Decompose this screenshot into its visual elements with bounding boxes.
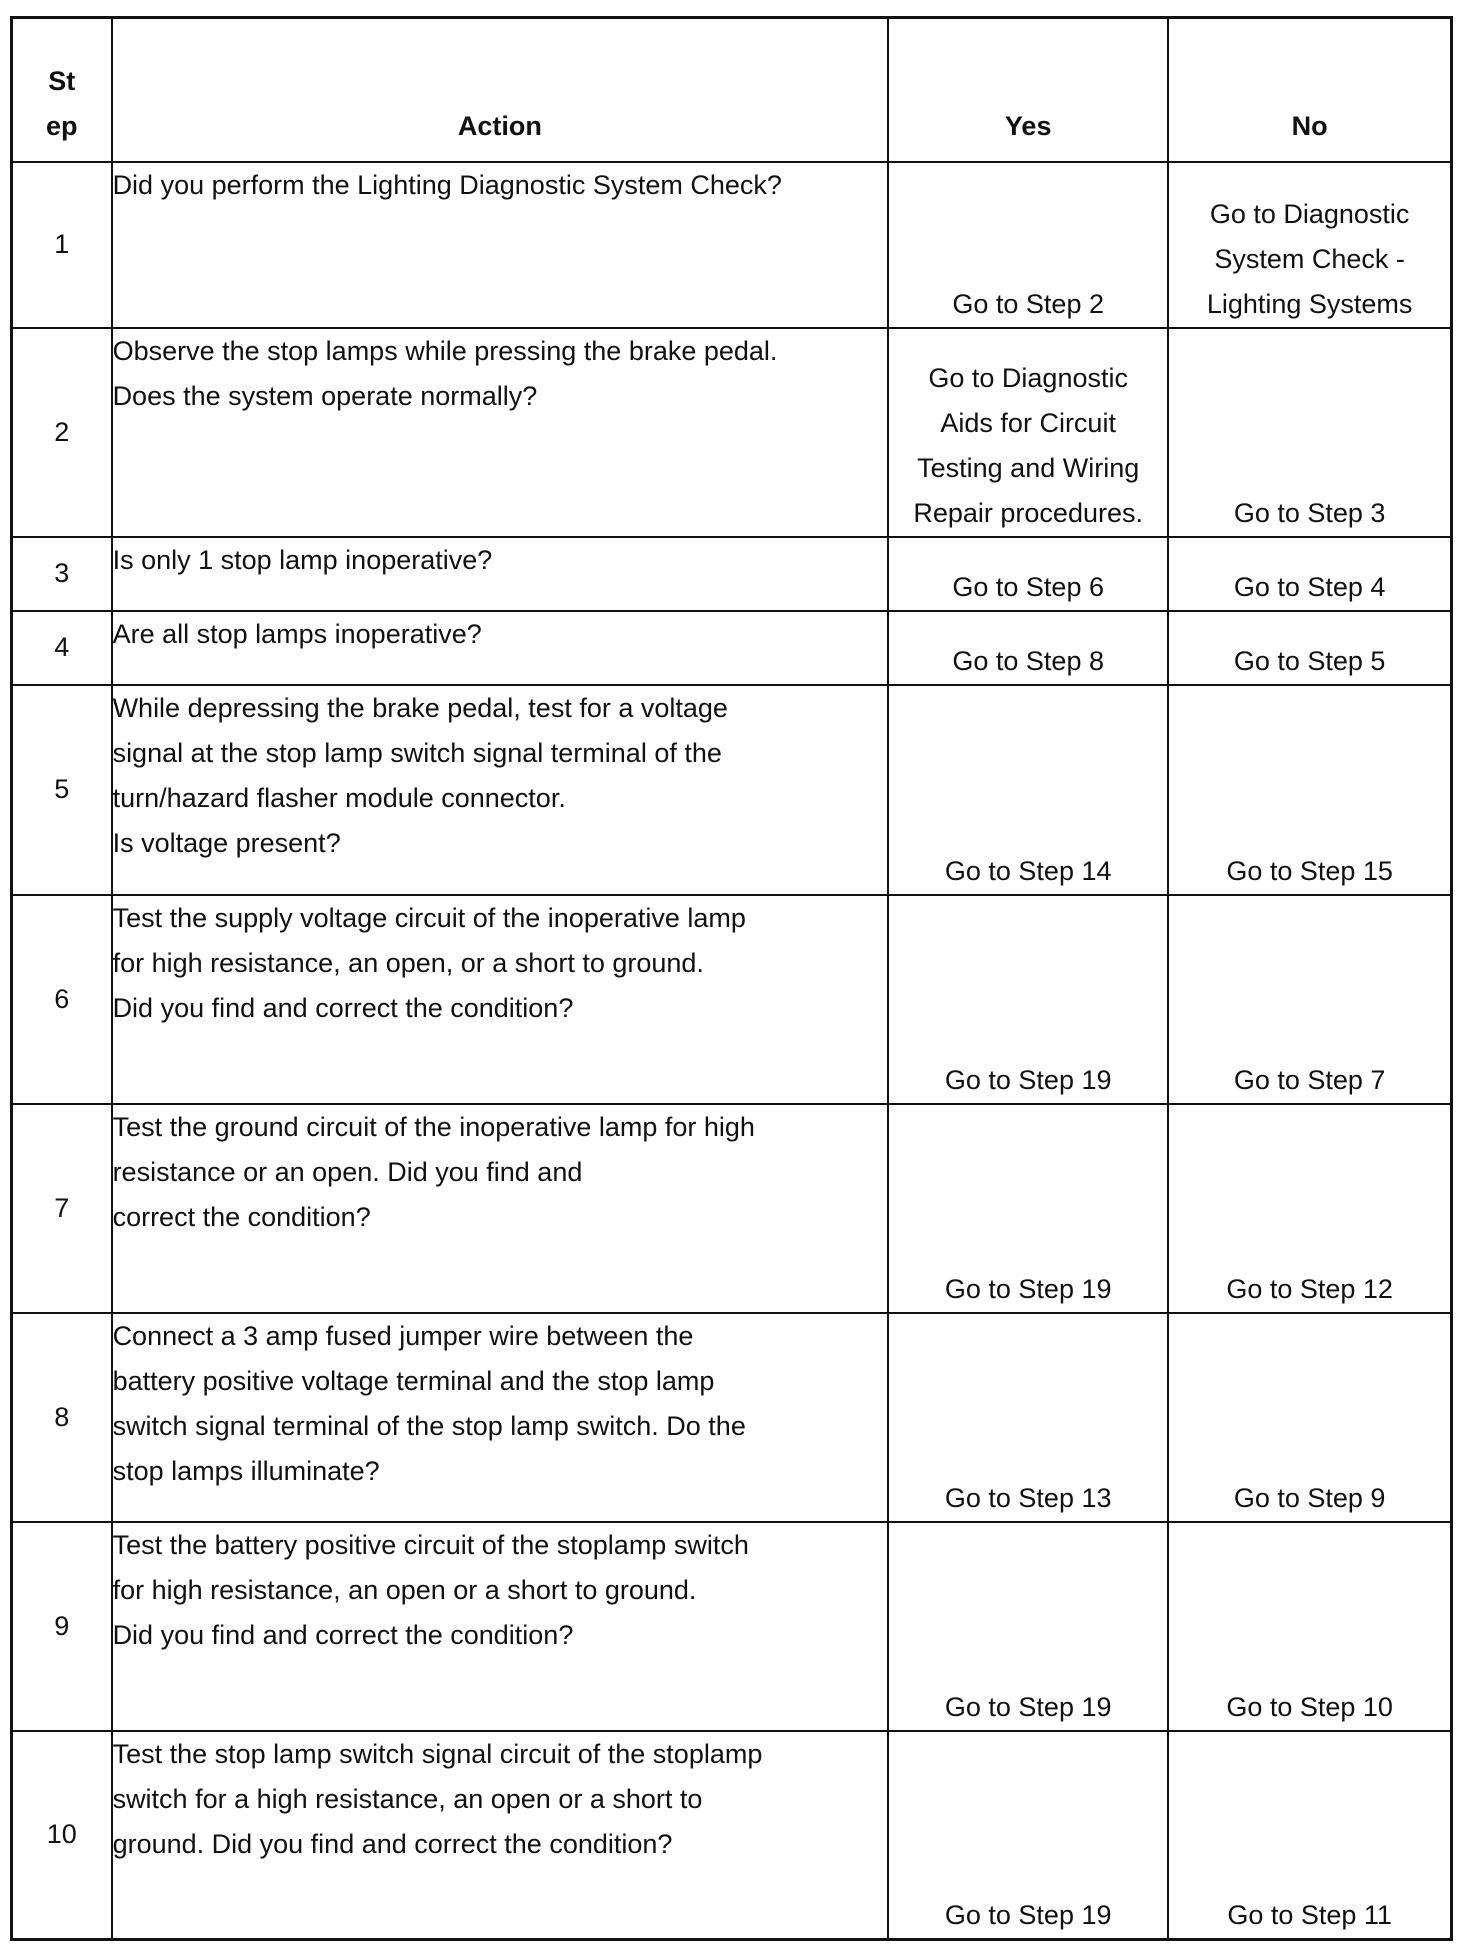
yes-result — [888, 537, 1168, 611]
yes-result — [888, 328, 1168, 537]
action-text-line: correct the condition? — [112, 1201, 371, 1232]
no-result — [1168, 1313, 1451, 1522]
yes-result — [888, 895, 1168, 1104]
no-result-line: Go to Step 9 — [1233, 1482, 1386, 1513]
table-row — [12, 1731, 1452, 1940]
yes-result — [888, 685, 1168, 895]
action-text-line: Test the supply voltage circuit of the inoperative lamp — [112, 902, 746, 933]
action-text — [112, 1104, 889, 1313]
no-result-line: Go to Diagnostic — [1209, 198, 1410, 229]
action-text-line: resistance or an open. Did you find and — [112, 1156, 583, 1187]
yes-result-line: Go to Step 19 — [944, 1900, 1112, 1930]
yes-result-line: Go to Step 14 — [944, 855, 1112, 886]
action-text-line: Observe the stop lamps while pressing the brake pedal. — [112, 335, 778, 366]
table-row — [12, 162, 1452, 328]
table-row — [12, 1104, 1452, 1313]
table-row — [12, 611, 1452, 685]
table-row — [12, 685, 1452, 895]
yes-result-line: Aids for Circuit — [940, 407, 1116, 438]
yes-result — [888, 1522, 1168, 1731]
yes-result-line: Testing and Wiring — [917, 452, 1140, 483]
table-row — [12, 537, 1452, 611]
no-result — [1168, 685, 1451, 895]
action-text-line: for high resistance, an open or a short to ground. — [112, 1574, 697, 1605]
no-result-line: Go to Step 11 — [1227, 1900, 1392, 1930]
no-result-line: Go to Step 7 — [1233, 1064, 1386, 1095]
yes-result — [888, 162, 1168, 328]
action-text-line: While depressing the brake pedal, test for a voltage — [112, 692, 728, 723]
action-text-line: Test the stop lamp switch signal circuit of the stoplamp — [112, 1738, 763, 1769]
yes-result-line: Go to Step 19 — [944, 1273, 1112, 1304]
no-result-line: Go to Step 4 — [1233, 571, 1386, 602]
step-number: 5 — [12, 685, 112, 895]
action-text-line: Test the ground circuit of the inoperative lamp for high — [112, 1111, 755, 1142]
step-number: 6 — [12, 895, 112, 1104]
action-text-line: Does the system operate normally? — [112, 380, 538, 411]
table-body — [12, 162, 1452, 1940]
no-result-line: Go to Step 10 — [1226, 1691, 1393, 1722]
yes-column-header: Yes — [888, 18, 1168, 162]
no-result-line: Go to Step 12 — [1226, 1273, 1393, 1304]
step-number: 3 — [12, 537, 112, 611]
action-text-line: switch for a high resistance, an open or a short to — [112, 1783, 703, 1814]
action-text-line: stop lamps illuminate? — [112, 1455, 380, 1486]
action-text — [112, 895, 889, 1104]
action-text-line: Test the battery positive circuit of the stoplamp switch — [112, 1529, 749, 1560]
yes-result-line: Go to Step 19 — [944, 1064, 1112, 1095]
diagnostic-table — [10, 16, 1453, 1941]
no-result — [1168, 1522, 1451, 1731]
action-text-line: Connect a 3 amp fused jumper wire between the — [112, 1320, 694, 1351]
action-text — [112, 162, 889, 328]
step-number: 4 — [12, 611, 112, 685]
step-number: 2 — [12, 328, 112, 537]
no-result — [1168, 895, 1451, 1104]
no-result-line: Go to Step 15 — [1226, 855, 1393, 886]
no-result — [1168, 611, 1451, 685]
yes-result-line: Go to Diagnostic — [928, 362, 1128, 393]
header-row — [12, 18, 1452, 162]
yes-result-line: Go to Step 6 — [952, 571, 1104, 602]
action-text — [112, 1731, 889, 1940]
action-text-line: for high resistance, an open, or a short to ground. — [112, 947, 704, 978]
action-text-line: Did you find and correct the condition? — [112, 992, 574, 1023]
no-result — [1168, 1731, 1451, 1940]
yes-result-line: Repair procedures. — [913, 497, 1143, 528]
step-column-header: St ep — [12, 18, 112, 162]
no-result-line: Go to Step 5 — [1233, 645, 1386, 676]
action-text-line: Did you find and correct the condition? — [112, 1619, 574, 1650]
no-result — [1168, 537, 1451, 611]
action-text — [112, 1313, 889, 1522]
yes-result — [888, 1313, 1168, 1522]
yes-result-line: Go to Step 2 — [952, 288, 1104, 319]
table-row — [12, 895, 1452, 1104]
action-text — [112, 537, 889, 611]
action-text-line: Are all stop lamps inoperative? — [112, 618, 482, 649]
no-result — [1168, 1104, 1451, 1313]
step-number: 1 — [12, 162, 112, 328]
no-result-line: Go to Step 3 — [1233, 497, 1386, 528]
action-text-line: battery positive voltage terminal and the stop lamp — [112, 1365, 715, 1396]
action-text — [112, 685, 889, 895]
yes-result-line: Go to Step 13 — [944, 1482, 1112, 1513]
yes-result-line: Go to Step 19 — [944, 1691, 1112, 1722]
action-text-line: ground. Did you find and correct the condition? — [112, 1828, 673, 1859]
yes-result-line: Go to Step 8 — [952, 645, 1104, 676]
action-text-line: switch signal terminal of the stop lamp switch. Do the — [112, 1410, 746, 1441]
no-result — [1168, 328, 1451, 537]
action-text — [112, 611, 889, 685]
yes-result — [888, 1731, 1168, 1940]
step-number: 8 — [12, 1313, 112, 1522]
step-number: 7 — [12, 1104, 112, 1313]
action-text — [112, 328, 889, 537]
table-row — [12, 328, 1452, 537]
action-text — [112, 1522, 889, 1731]
action-column-header: Action — [112, 18, 889, 162]
action-text-line: Is only 1 stop lamp inoperative? — [112, 544, 493, 575]
no-result-line: Lighting Systems — [1206, 288, 1413, 319]
action-text-line: Did you perform the Lighting Diagnostic System Check? — [112, 169, 782, 200]
no-result-line: System Check - — [1214, 243, 1405, 274]
step-number: 9 — [12, 1522, 112, 1731]
yes-result — [888, 611, 1168, 685]
action-text-line: Is voltage present? — [112, 827, 341, 858]
yes-result — [888, 1104, 1168, 1313]
no-column-header: No — [1168, 18, 1451, 162]
action-text-line: signal at the stop lamp switch signal terminal of the — [112, 737, 722, 768]
no-result — [1168, 162, 1451, 328]
step-number: 10 — [12, 1731, 112, 1940]
table-row — [12, 1522, 1452, 1731]
table-row — [12, 1313, 1452, 1522]
action-text-line: turn/hazard flasher module connector. — [112, 782, 566, 813]
